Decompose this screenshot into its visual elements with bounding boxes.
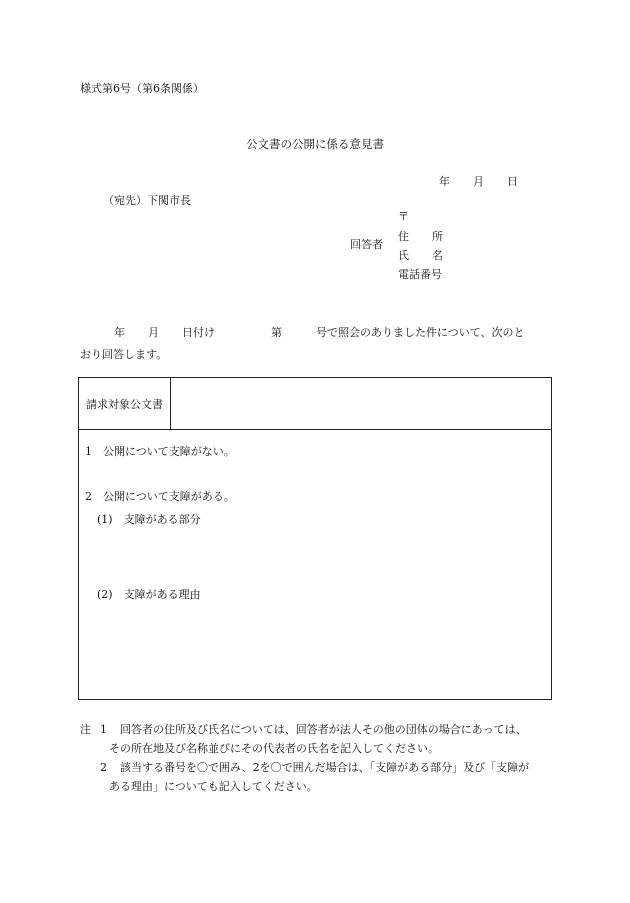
note1-number: 1 (100, 723, 107, 736)
subject-label: 請求対象公文書 (86, 397, 163, 411)
subject-label-cell (79, 378, 171, 429)
address-label-part2: 所 (432, 230, 443, 243)
subject-value-cell[interactable] (171, 378, 551, 429)
name-label-part2: 名 (432, 249, 443, 262)
form-number: 様式第6号（第6条関係） (80, 82, 204, 95)
option-no-issue[interactable]: 1 公開について支障がない。 (85, 445, 235, 458)
body-paragraph (80, 322, 555, 366)
note2-line1: 該当する番号を〇で囲み、2を〇で囲んだ場合は、「支障がある部分」及び「支障が (120, 761, 530, 774)
body-number-prefix: 第 (271, 326, 282, 339)
note1-line1: 回答者の住所及び氏名については、回答者が法人その他の団体の場合にあっては、 (120, 723, 527, 736)
name-label (398, 250, 443, 261)
issue-part-label: (1) 支障がある部分 (97, 513, 201, 526)
option-has-issue[interactable]: 2 公開について支障がある。 (85, 490, 235, 503)
subject-row (79, 378, 551, 430)
issue-reason-label: (2) 支障がある理由 (97, 588, 201, 601)
document-title: 公文書の公開に係る意見書 (246, 137, 384, 151)
date-year-label: 年 (439, 175, 450, 188)
body-line-2: おり回答します。 (80, 348, 168, 361)
address-label-part1: 住 (398, 230, 409, 243)
body-line-1 (80, 322, 555, 344)
addressee: （宛先）下関市長 (103, 194, 191, 207)
notes-prefix: 注 (80, 723, 91, 736)
note2-line2: ある理由」についても記入してください。 (109, 780, 318, 793)
date-day-label: 日 (507, 175, 518, 188)
body-year: 年 (114, 326, 125, 339)
note2-number: 2 (100, 761, 107, 774)
postal-mark: 〒 (398, 210, 409, 223)
body-month: 月 (148, 326, 159, 339)
phone-label: 電話番号 (398, 268, 442, 281)
address-label (398, 231, 443, 242)
date-month-label: 月 (473, 175, 484, 188)
response-table (78, 377, 552, 700)
body-dated: 日付け (182, 326, 215, 339)
date-line (439, 176, 518, 187)
name-label-part1: 氏 (398, 249, 409, 262)
body-text-after-number: 号で照会のありました件について、次のと (316, 326, 525, 339)
note1-line2: その所在地及び名称並びにその代表者の氏名を記入してください。 (109, 742, 439, 755)
respondent-label: 回答者 (350, 238, 383, 251)
